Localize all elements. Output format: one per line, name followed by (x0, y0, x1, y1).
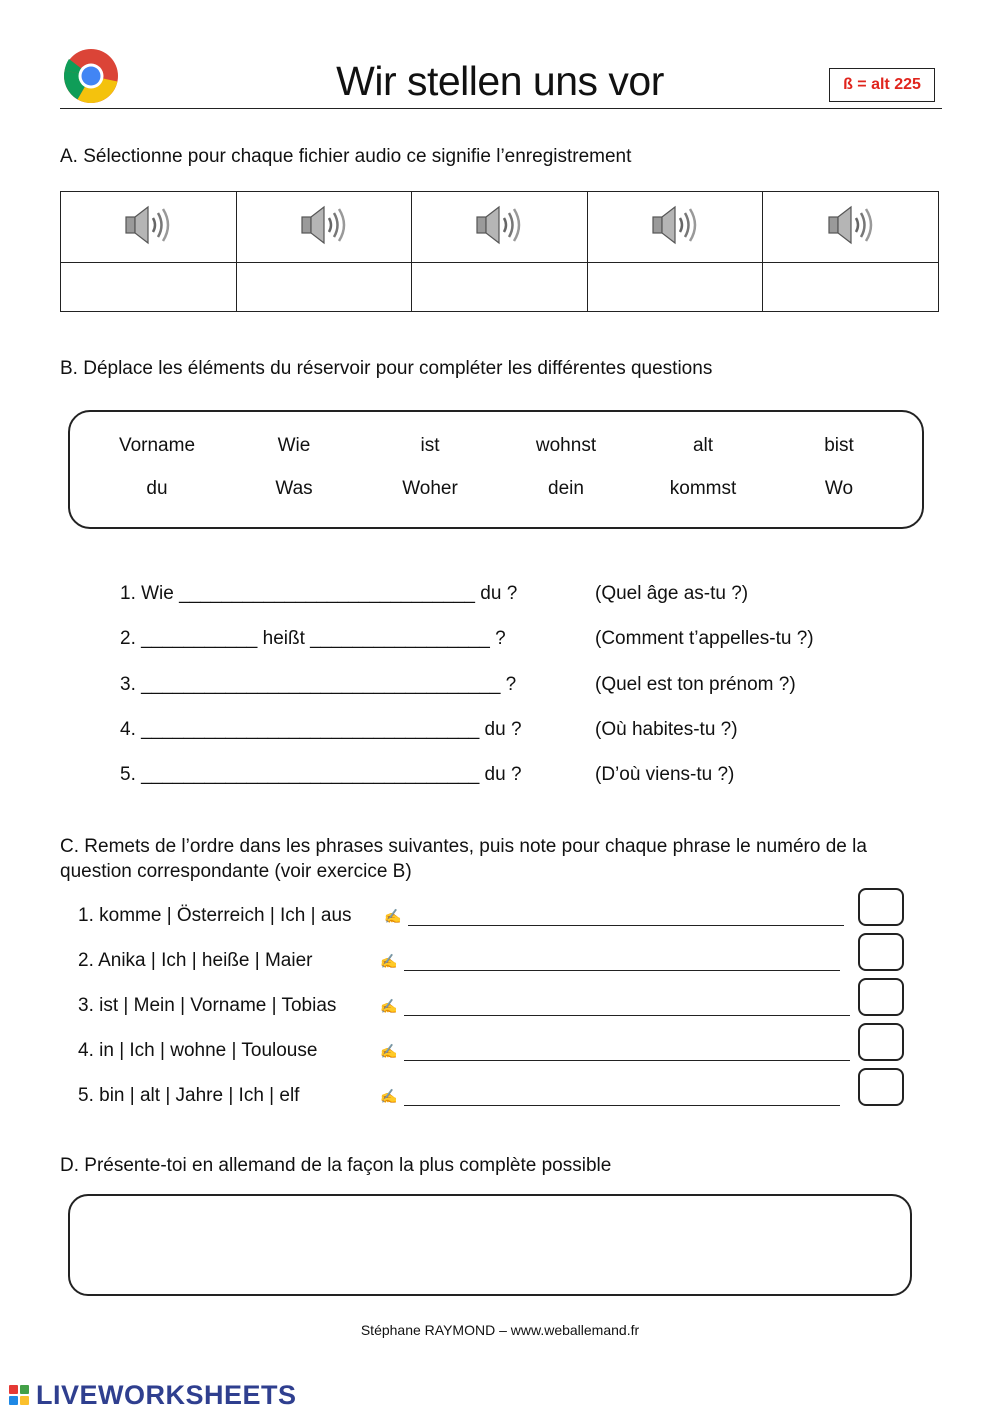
answer-line[interactable] (408, 925, 844, 926)
word-tile[interactable]: Vorname (118, 435, 196, 456)
word-tile[interactable]: ist (420, 435, 440, 456)
audio-table (60, 191, 939, 312)
section-a-heading: A. Sélectionne pour chaque fichier audio ce signifie l’enregistrement (60, 146, 632, 167)
scrambled-sentence-5: 5. bin | alt | Jahre | Ich | elf (78, 1085, 300, 1106)
section-b-heading: B. Déplace les éléments du réservoir pour compléter les différentes questions (60, 358, 713, 379)
question-3-translation: (Quel est ton prénom ?) (595, 674, 796, 695)
word-tile[interactable]: Wo (824, 478, 854, 499)
speaker-icon[interactable] (122, 203, 174, 247)
liveworksheets-wordmark: LIVEWORKSHEETS (36, 1379, 297, 1410)
section-d-heading: D. Présente-toi en allemand de la façon la plus complète possible (60, 1155, 612, 1176)
audio-cell (61, 192, 237, 263)
section-c-heading: C. Remets de l’ordre dans les phrases suivantes, puis note pour chaque phrase le numéro de la question correspondante (voir exercice B) (60, 836, 867, 882)
page-title: Wir stellen uns vor (336, 58, 664, 104)
liveworksheets-grid-icon (8, 1384, 32, 1406)
audio-answer-cell[interactable] (587, 263, 763, 312)
pen-icon: ✍ (380, 953, 398, 969)
audio-answer-cell[interactable] (412, 263, 588, 312)
word-tile[interactable]: alt (692, 435, 714, 456)
audio-answer-cell[interactable] (763, 263, 939, 312)
answer-line[interactable] (404, 1105, 840, 1106)
word-tile[interactable]: bist (824, 435, 854, 456)
question-1-translation: (Quel âge as-tu ?) (595, 583, 749, 604)
pen-icon: ✍ (380, 1043, 398, 1059)
liveworksheets-logo (8, 1380, 297, 1410)
audio-cell (587, 192, 763, 263)
word-tile[interactable]: Wie (277, 435, 311, 456)
question-number-box[interactable] (858, 888, 904, 926)
question-number-box[interactable] (858, 978, 904, 1016)
scrambled-sentence-1: 1. komme | Österreich | Ich | aus (78, 905, 352, 926)
speaker-icon[interactable] (825, 203, 877, 247)
speaker-icon[interactable] (298, 203, 350, 247)
question-4-translation: (Où habites-tu ?) (595, 719, 738, 740)
question-1[interactable]: 1. Wie ____________________________ du ? (120, 583, 518, 604)
pen-icon: ✍ (380, 1088, 398, 1104)
question-number-box[interactable] (858, 933, 904, 971)
header-divider (60, 108, 942, 109)
audio-answer-cell[interactable] (236, 263, 412, 312)
footer-credit: Stéphane RAYMOND – www.weballemand.fr (360, 1322, 640, 1338)
audio-answer-cell[interactable] (61, 263, 237, 312)
answer-line[interactable] (404, 1015, 850, 1016)
question-4[interactable]: 4. ________________________________ du ? (120, 719, 522, 740)
audio-cell (763, 192, 939, 263)
answer-line[interactable] (404, 970, 840, 971)
word-bank (68, 410, 924, 529)
word-tile[interactable]: Was (275, 478, 313, 499)
question-2-translation: (Comment t’appelles-tu ?) (595, 628, 814, 649)
eszett-hint-badge: ß = alt 225 (829, 68, 935, 102)
word-tile[interactable]: dein (548, 478, 584, 499)
speaker-icon[interactable] (649, 203, 701, 247)
question-number-box[interactable] (858, 1023, 904, 1061)
question-5[interactable]: 5. ________________________________ du ? (120, 764, 522, 785)
question-5-translation: (D’où viens-tu ?) (595, 764, 735, 785)
scrambled-sentence-4: 4. in | Ich | wohne | Toulouse (78, 1040, 318, 1061)
answer-line[interactable] (404, 1060, 850, 1061)
word-tile[interactable]: kommst (669, 478, 737, 499)
audio-cell (236, 192, 412, 263)
speaker-icon[interactable] (473, 203, 525, 247)
word-tile[interactable]: du (146, 478, 168, 499)
question-3[interactable]: 3. __________________________________ ? (120, 674, 517, 695)
scrambled-sentence-3: 3. ist | Mein | Vorname | Tobias (78, 995, 337, 1016)
pen-icon: ✍ (380, 998, 398, 1014)
word-tile[interactable]: Woher (402, 478, 458, 499)
audio-cell (412, 192, 588, 263)
question-number-box[interactable] (858, 1068, 904, 1106)
pen-icon: ✍ (384, 908, 402, 924)
question-2[interactable]: 2. ___________ heißt _________________ ? (120, 628, 506, 649)
self-introduction-box[interactable] (68, 1194, 912, 1296)
scrambled-sentence-2: 2. Anika | Ich | heiße | Maier (78, 950, 313, 971)
word-tile[interactable]: wohnst (535, 435, 597, 456)
